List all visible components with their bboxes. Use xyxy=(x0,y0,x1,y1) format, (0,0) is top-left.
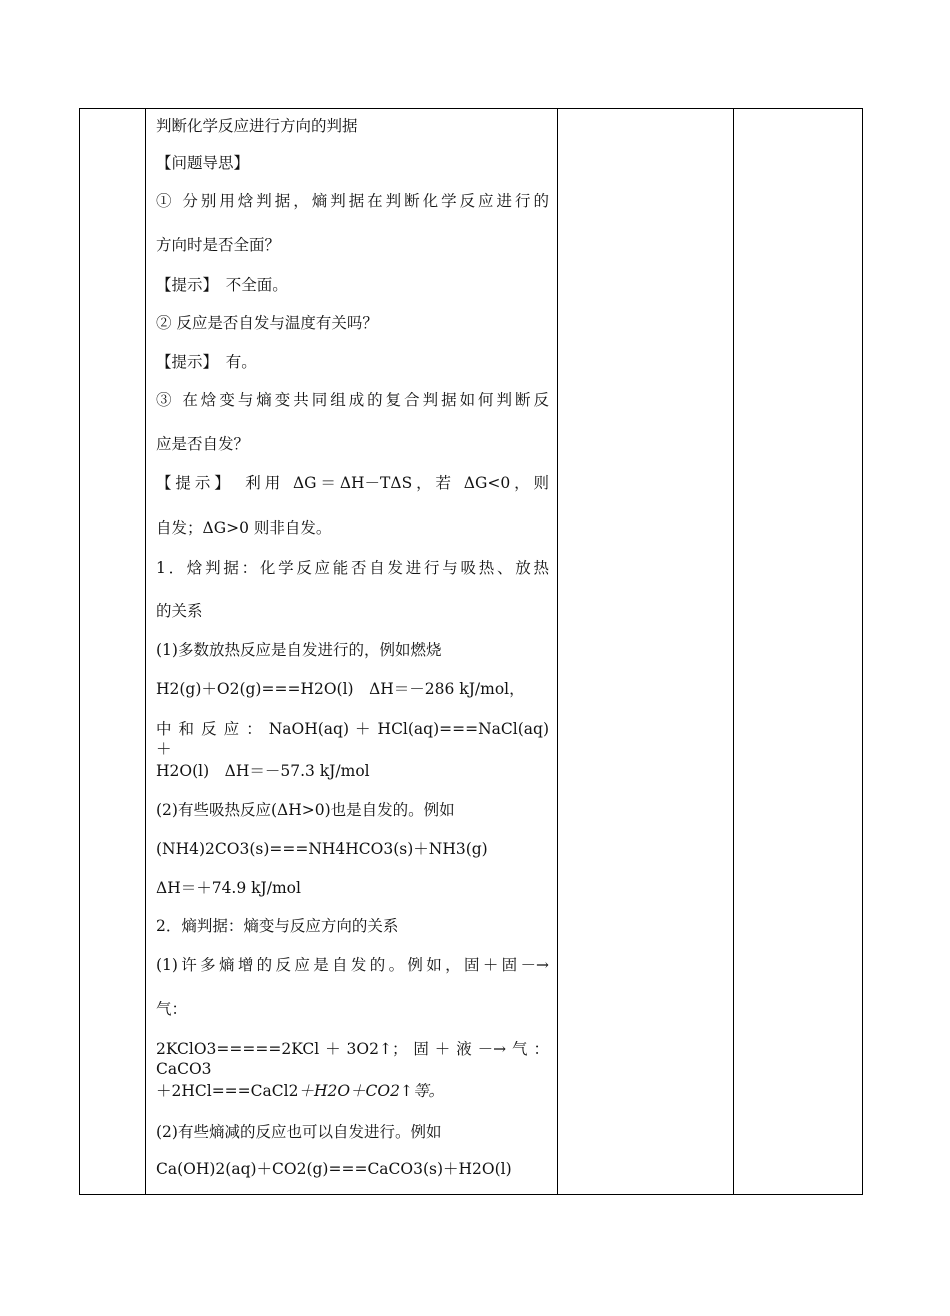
answer-3: 【提示】 利用 ΔG＝ΔH－TΔS，若 ΔG<0，则 xyxy=(156,474,549,492)
column-divider-2 xyxy=(557,109,558,1194)
question-1: ① 分别用焓判据，熵判据在判断化学反应进行的 xyxy=(156,192,549,210)
question-1-cont: 方向时是否全面？ xyxy=(156,236,281,254)
answer-2: 【提示】 有。 xyxy=(156,353,257,371)
equation-1: H2(g)＋O2(g)===H2O(l) ΔH＝－286 kJ/mol， xyxy=(156,680,525,698)
content-table xyxy=(79,108,863,1195)
paragraph-1-cont: 的关系 xyxy=(156,602,203,620)
section-title: 判断化学反应进行方向的判据 xyxy=(156,117,358,135)
column-divider-1 xyxy=(145,109,146,1194)
paragraph-2: 2．熵判据：熵变与反应方向的关系 xyxy=(156,917,399,935)
question-3-cont: 应是否自发？ xyxy=(156,435,250,453)
paragraph-2b: (2)有些熵减的反应也可以自发进行。例如 xyxy=(156,1123,442,1141)
answer-1: 【提示】 不全面。 xyxy=(156,276,288,294)
paragraph-2a: (1)许多熵增的反应是自发的。例如，固＋固－→ xyxy=(156,956,549,974)
paragraph-1a: (1)多数放热反应是自发进行的，例如燃烧 xyxy=(156,641,442,659)
equation-3: (NH4)2CO3(s)===NH4HCO3(s)＋NH3(g) xyxy=(156,840,488,858)
equation-3-cont: ΔH＝＋74.9 kJ/mol xyxy=(156,879,301,897)
equation-4: 2KClO3=====2KCl＋3O2↑；固＋液－→气：CaCO3 xyxy=(156,1040,549,1078)
guide-header: 【问题导思】 xyxy=(156,154,250,172)
equation-2: 中 和 反 应 ： NaOH(aq) ＋ HCl(aq)===NaCl(aq) ＋ xyxy=(156,720,549,758)
equation-2-cont: H2O(l) ΔH＝－57.3 kJ/mol xyxy=(156,762,370,780)
column-divider-3 xyxy=(733,109,734,1194)
equation-5-part-a: ＋2HCl===CaCl2 xyxy=(156,1082,299,1100)
question-3: ③ 在焓变与熵变共同组成的复合判据如何判断反 xyxy=(156,391,549,409)
paragraph-1b: (2)有些吸热反应(ΔH>0)也是自发的。例如 xyxy=(156,801,455,819)
equation-5-part-b: ＋H2O＋CO2↑等。 xyxy=(298,1082,444,1100)
paragraph-1: 1．焓判据：化学反应能否自发进行与吸热、放热 xyxy=(156,559,549,577)
question-2: ② 反应是否自发与温度有关吗？ xyxy=(156,314,378,332)
paragraph-2a-cont: 气： xyxy=(156,1000,188,1018)
equation-5 xyxy=(156,1081,444,1101)
answer-3-cont: 自发；ΔG>0 则非自发。 xyxy=(156,519,332,537)
equation-6: Ca(OH)2(aq)＋CO2(g)===CaCO3(s)＋H2O(l) xyxy=(156,1160,512,1178)
